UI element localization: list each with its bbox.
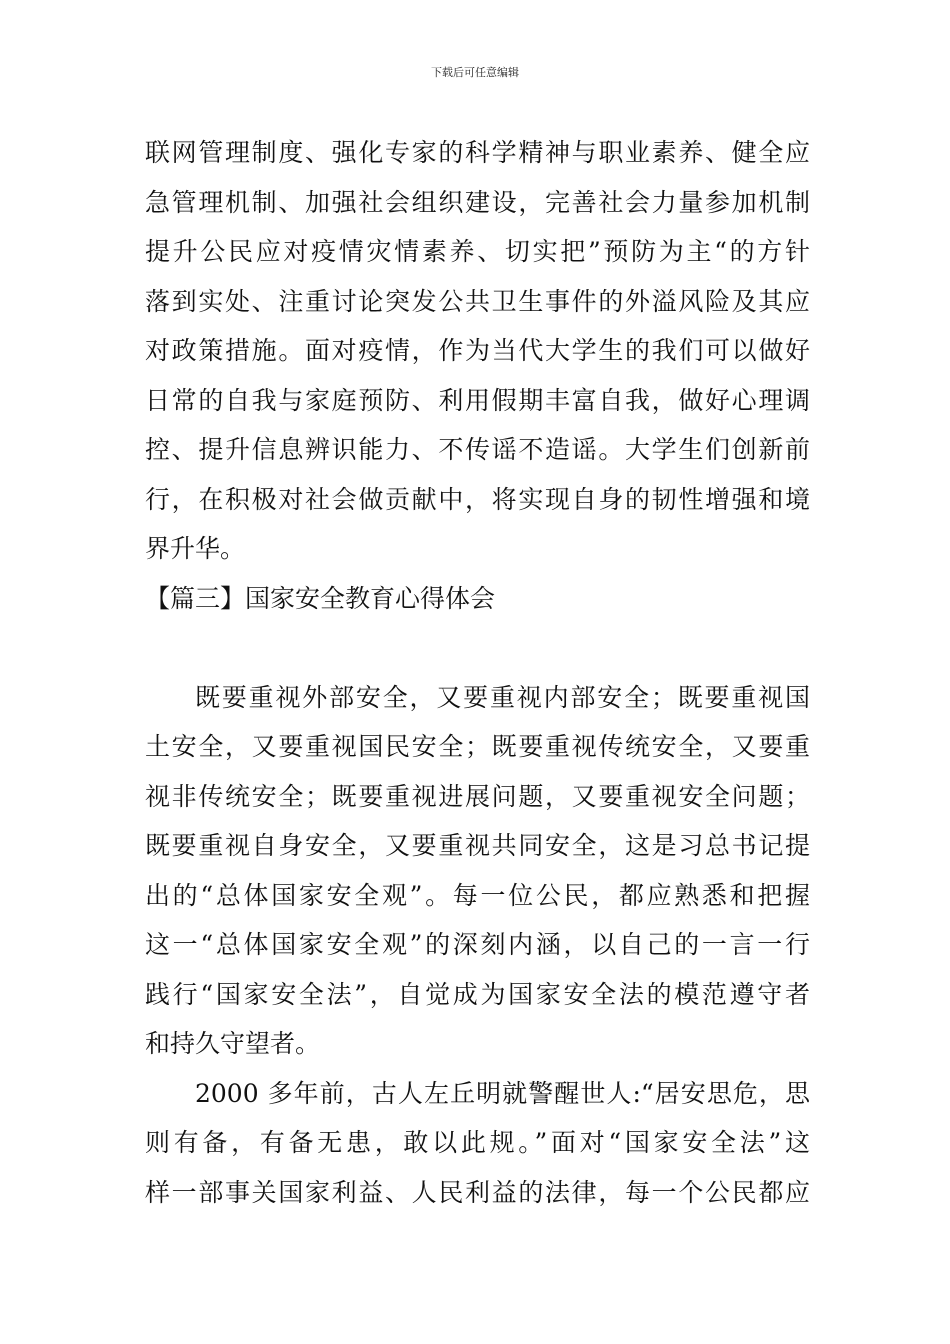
text-line: 提升公民应对疫情灾情素养、切实把”预防为主“的方针 [145, 237, 810, 266]
text-line: 则有备，有备无患，敢以此规。”面对“国家安全法”这 [145, 1128, 810, 1157]
text-line: 样一部事关国家利益、人民利益的法律，每一个公民都应 [145, 1177, 810, 1207]
text-line: 2000 多年前，古人左丘明就警醒世人:“居安思危，思 [195, 1078, 810, 1108]
document-body [145, 128, 810, 1217]
text-line: 践行“国家安全法”，自觉成为国家安全法的模范遵守者 [145, 979, 810, 1009]
text-line: 急管理机制、加强社会组织建设，完善社会力量参加机制 [145, 187, 810, 217]
text-line: 既要重视自身安全，又要重视共同安全，这是习总书记提 [145, 831, 810, 860]
page-header: 下载后可任意编辑 [431, 66, 519, 79]
text-line: 联网管理制度、强化专家的科学精神与职业素养、健全应 [145, 138, 810, 167]
text-line: 和持久守望者。 [145, 1029, 321, 1058]
section-title: 【篇三】国家安全教育心得体会 [145, 583, 496, 613]
text-line: 土安全，又要重视国民安全；既要重视传统安全，又要重 [145, 732, 810, 761]
text-line: 落到实处、注重讨论突发公共卫生事件的外溢风险及其应 [145, 286, 810, 316]
text-line: 控、提升信息辨识能力、不传谣不造谣。大学生们创新前 [145, 435, 810, 464]
text-line: 日常的自我与家庭预防、利用假期丰富自我，做好心理调 [145, 385, 810, 415]
text-line: 行，在积极对社会做贡献中，将实现自身的韧性增强和境 [145, 484, 810, 514]
text-line: 出的“总体国家安全观”。每一位公民，都应熟悉和把握 [145, 880, 810, 910]
blank-line [145, 623, 810, 673]
text-line: 既要重视外部安全，又要重视内部安全；既要重视国 [195, 682, 810, 712]
text-line: 对政策措施。面对疫情，作为当代大学生的我们可以做好 [145, 336, 810, 365]
text-line: 界升华。 [145, 534, 246, 563]
text-line: 这一“总体国家安全观”的深刻内涵，以自己的一言一行 [145, 930, 810, 959]
text-line: 视非传统安全；既要重视进展问题，又要重视安全问题； [145, 781, 810, 811]
